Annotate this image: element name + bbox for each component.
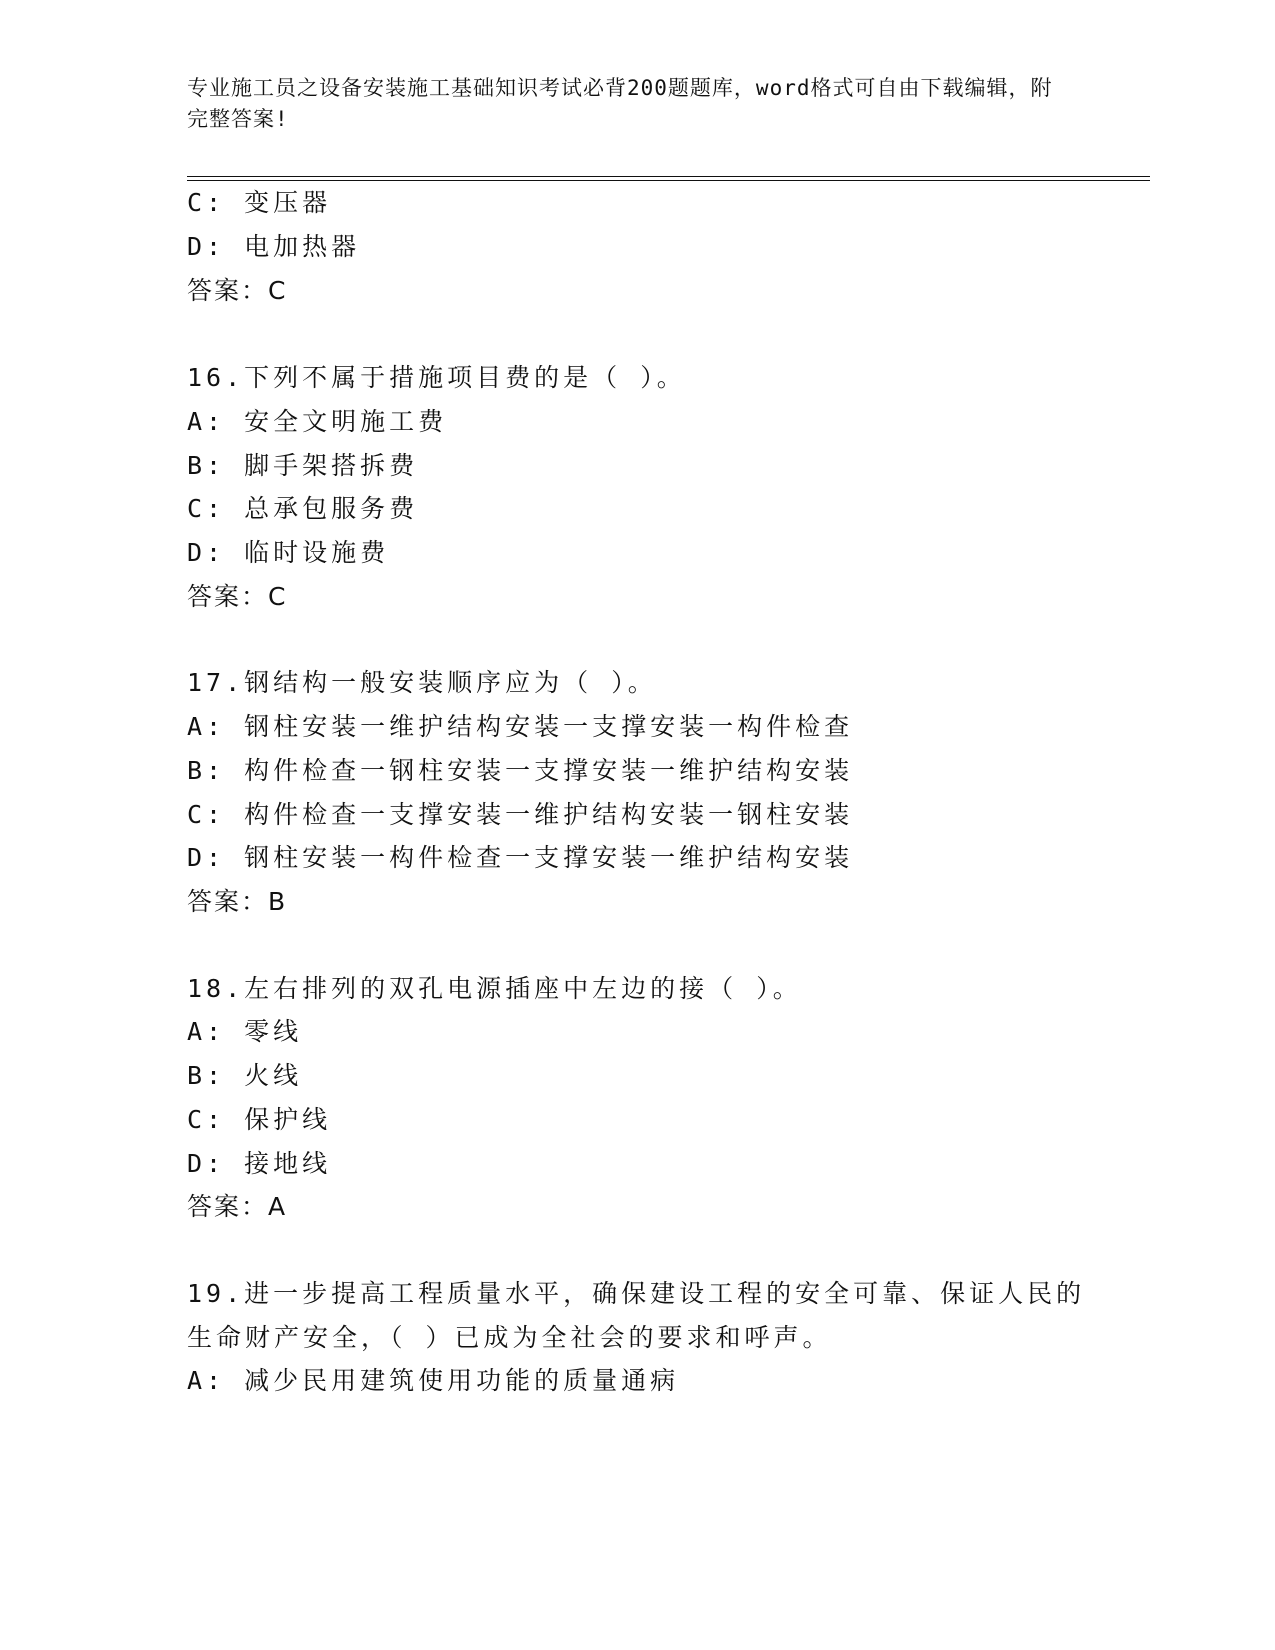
- q15-option-c: C: 变压器: [187, 188, 332, 217]
- q17-option-c: C: 构件检查一支撑安装一维护结构安装一钢柱安装: [187, 800, 854, 829]
- q18-answer: 答案：A: [187, 1192, 288, 1221]
- q15-option-d: D: 电加热器: [187, 232, 361, 261]
- page-header-title: 专业施工员之设备安装施工基础知识考试必背200题题库，word格式可自由下载编辑，附完整答案!: [187, 76, 1053, 131]
- q16-answer: 答案：C: [187, 582, 288, 611]
- q18-option-b: B: 火线: [187, 1061, 303, 1090]
- q19-option-a: A: 减少民用建筑使用功能的质量通病: [187, 1366, 680, 1395]
- q17-question: 17.钢结构一般安装顺序应为（ ）。: [187, 668, 657, 697]
- q16-question: 16.下列不属于措施项目费的是（ ）。: [187, 363, 686, 392]
- q16-option-a: A: 安全文明施工费: [187, 407, 448, 436]
- q18-option-a: A: 零线: [187, 1017, 303, 1046]
- q17-answer: 答案：B: [187, 887, 288, 916]
- q16-option-d: D: 临时设施费: [187, 538, 390, 567]
- q17-option-d: D: 钢柱安装一构件检查一支撑安装一维护结构安装: [187, 843, 854, 872]
- q17-option-b: B: 构件检查一钢柱安装一支撑安装一维护结构安装: [187, 756, 854, 785]
- q16-option-c: C: 总承包服务费: [187, 494, 419, 523]
- q18-option-d: D: 接地线: [187, 1149, 332, 1178]
- header-divider: [187, 176, 1150, 181]
- q19-question-line1: 19.进一步提高工程质量水平，确保建设工程的安全可靠、保证人民的: [187, 1279, 1086, 1308]
- q18-option-c: C: 保护线: [187, 1105, 332, 1134]
- q15-answer: 答案：C: [187, 276, 288, 305]
- q16-option-b: B: 脚手架搭拆费: [187, 451, 419, 480]
- q19-question-line2: 生命财产安全，（ ）已成为全社会的要求和呼声。: [187, 1323, 832, 1352]
- q17-option-a: A: 钢柱安装一维护结构安装一支撑安装一构件检查: [187, 712, 854, 741]
- q18-question: 18.左右排列的双孔电源插座中左边的接（ ）。: [187, 974, 802, 1003]
